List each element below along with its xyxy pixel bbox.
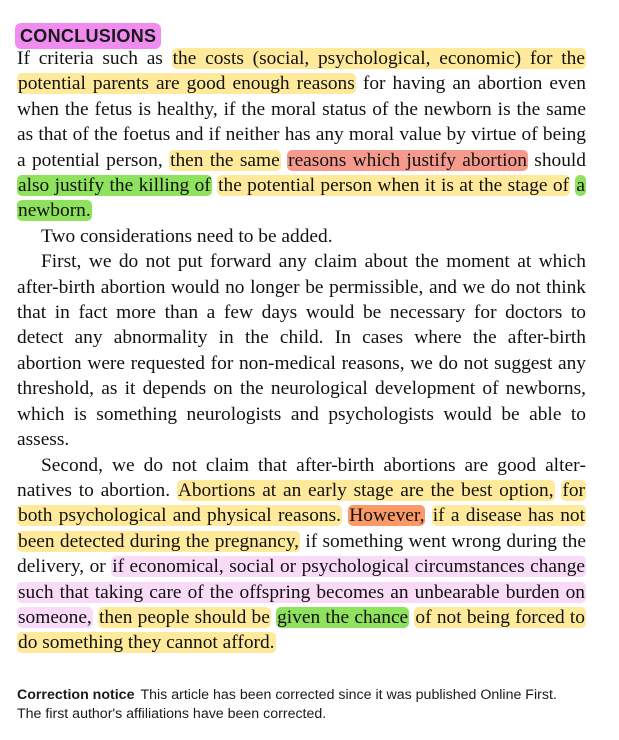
correction-label: Correction notice — [17, 687, 135, 703]
highlight-green: given the chance — [277, 606, 409, 628]
conclusions-body — [17, 46, 586, 656]
highlight-pink: if economical, social or psychological circumstances change such that taking care of the offspring becomes an unbearable burden on someone, — [18, 556, 585, 628]
text-run — [425, 505, 431, 526]
text-run: if something went wrong during the delivery, or — [17, 530, 586, 578]
text-run: should — [527, 149, 586, 171]
section-heading: CONCLUSIONS — [15, 23, 161, 49]
highlight-yellow: then the same — [170, 149, 280, 171]
paragraph-3 — [17, 249, 586, 452]
highlight-yellow: for both psychological and physical reasons. — [18, 479, 585, 527]
correction-notice — [17, 686, 577, 724]
paragraph-4 — [17, 453, 586, 656]
highlight-green: a newborn. — [18, 175, 585, 222]
text-run: Two considerations need to be added. — [41, 225, 333, 247]
highlight-yellow: of not being forced to do something they cannot afford. — [18, 606, 585, 654]
highlight-yellow: Abortions at an early stage are the best option, — [177, 479, 554, 501]
highlight-yellow: the costs (social, psychological, economic) for the potential parents are good enough reasons — [18, 48, 585, 95]
highlight-orange: However, — [349, 505, 425, 527]
highlight-yellow: then people should be — [99, 606, 270, 628]
correction-text: This article has been corrected since it was published Online First. The first author's affiliations have been corrected. — [17, 687, 557, 722]
text-run: Second, we do not claim that after-birth abortions are good alternatives to abortion. — [17, 454, 586, 501]
highlight-green: also justify the killing of — [18, 175, 211, 197]
text-run: If criteria such as — [17, 48, 172, 69]
text-run: for having an abortion even when the fetus is healthy, if the moral status of the newborn is the same as that of the foetus and if neither has any moral value by virtue of being a potential person, — [17, 73, 586, 171]
text-run: First, we do not put forward any claim about the moment at which after-birth abortion would no longer be permissible, and we do not think that in fact more than a few days would be necessary for doctors to detect any abnormality in the child. In cases where the after-birth abortion were requested for non-medical reasons, we do not suggest any threshold, as it depends on the neurological development of newborns, which is something neurologists and psychologists would be able to assess. — [17, 251, 586, 451]
highlight-red: reasons which justify abortion — [288, 149, 527, 171]
highlight-yellow: if a disease has not been detected during the pregnancy, — [18, 505, 585, 552]
paragraph-2 — [17, 224, 586, 249]
highlight-yellow: the potential person when it is at the stage of — [218, 175, 570, 197]
paragraph-1 — [17, 46, 586, 224]
